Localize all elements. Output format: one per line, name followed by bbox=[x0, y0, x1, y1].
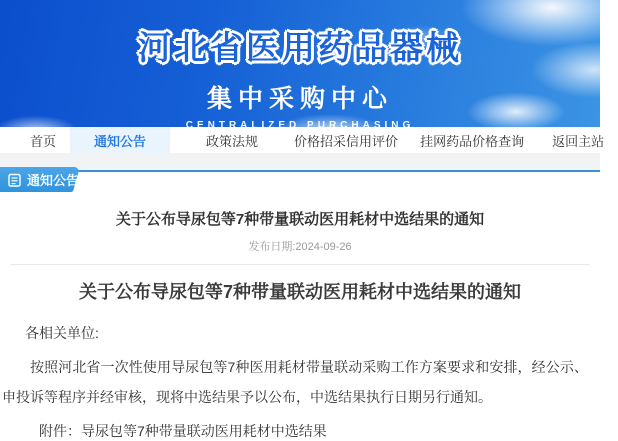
breadcrumb[interactable] bbox=[0, 167, 84, 192]
breadcrumb-bar bbox=[0, 153, 600, 195]
publish-date: 发布日期:2024-09-26 bbox=[248, 241, 352, 253]
attachment-link[interactable]: 附件：导尿包等7种带量联动医用耗材中选结果 bbox=[39, 423, 327, 439]
nav-item-notices[interactable]: 通知公告 bbox=[70, 127, 170, 153]
site-subtitle: 集中采购中心 bbox=[206, 85, 393, 113]
notice-title: 关于公布导尿包等7种带量联动医用耗材中选结果的通知 bbox=[115, 211, 485, 228]
nav-item-return-main-site[interactable]: 返回主站 bbox=[552, 133, 605, 149]
article bbox=[0, 208, 600, 441]
breadcrumb-gray-strip bbox=[0, 153, 600, 171]
breadcrumb-label: 通知公告 bbox=[27, 173, 80, 188]
nav-item-listed-drug-price-query[interactable]: 挂网药品价格查询 bbox=[420, 133, 525, 149]
nav-item-home[interactable]: 首页 bbox=[30, 133, 57, 149]
breadcrumb-rule bbox=[0, 170, 600, 172]
site-subtitle-en: CENTRALIZED PURCHASING bbox=[185, 120, 415, 131]
nav-item-policies[interactable]: 政策法规 bbox=[206, 133, 259, 149]
document-icon bbox=[8, 173, 21, 187]
article-paragraph: 按照河北省一次性使用导尿包等7种医用耗材带量联动采购工作方案要求和安排，经公示、申投诉等程序并经审核，现将中选结果予以公布，中选结果执行日期另行通知。 bbox=[2, 359, 588, 405]
site-title: 河北省医用药品器械 bbox=[138, 29, 462, 66]
divider bbox=[10, 264, 590, 265]
salutation: 各相关单位: bbox=[25, 325, 99, 341]
nav-item-price-credit-evaluation[interactable]: 价格招采信用评价 bbox=[294, 133, 399, 149]
article-body-title: 关于公布导尿包等7种带量联动医用耗材中选结果的通知 bbox=[78, 282, 521, 302]
site-banner bbox=[0, 0, 600, 131]
